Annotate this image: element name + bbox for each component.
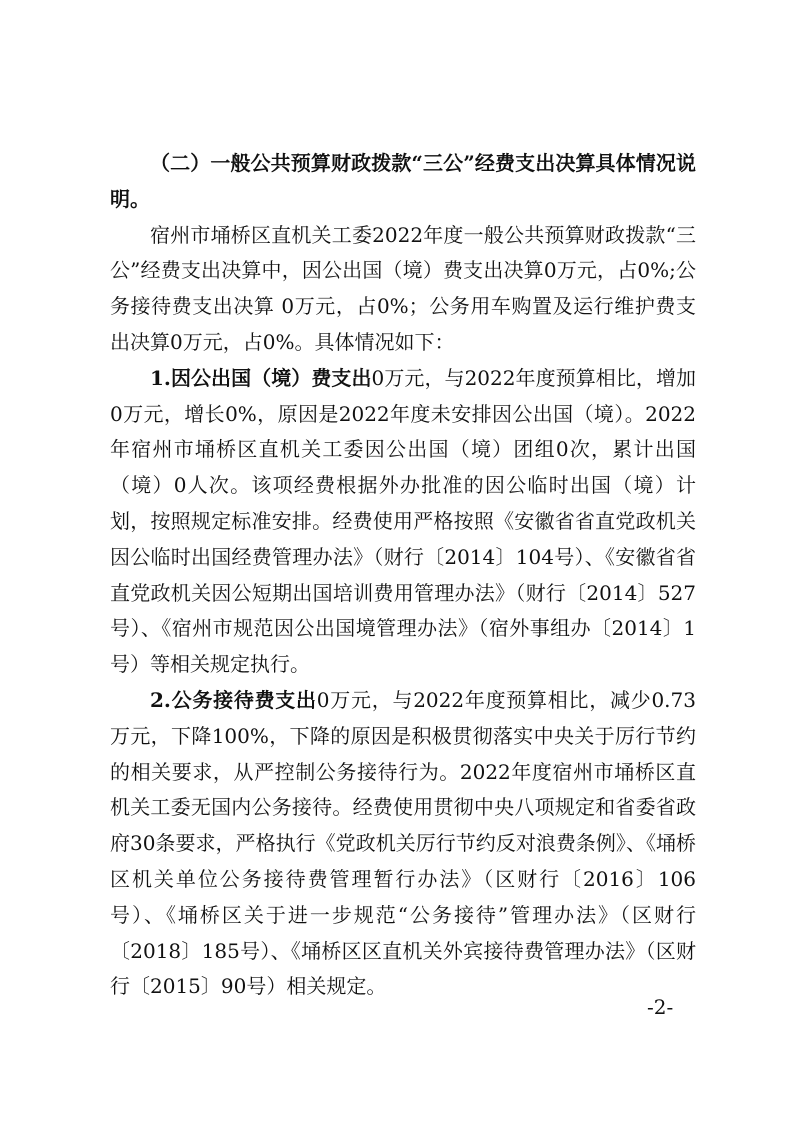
item-paragraph-reception (110, 683, 696, 1005)
overview-paragraph: 宿州市埇桥区直机关工委2022年度一般公共预算财政拨款“三公”经费支出决算中，因公出国（境）费支出决算0万元，占0%;公务接待费支出决算 0万元，占0%；公务用车购置及运行维护费支出决算0万元，占0%。具体情况如下： (110, 222, 696, 354)
item-lead-overseas: 1.因公出国（境）费支出 (150, 365, 372, 390)
section-heading: （二）一般公共预算财政拨款“三公”经费支出决算具体情况说明。 (110, 151, 696, 211)
item-text-overseas: 0万元，与2022年度预算相比，增加0万元，增长0%，原因是2022年度未安排因公出国（境）。2022年宿州市埇桥区直机关工委因公出国（境）团组0次，累计出国（境）0人次。该项经费根据外办批准的因公临时出国（境）计划，按照规定标准安排。经费使用严格按照《安徽省省直党政机关因公临时出国经费管理办法》（财行〔2014〕104号）、《安徽省省直党政机关因公短期出国培训费用管理办法》（财行〔2014〕527号）、《宿州市规范因公出国境管理办法》（宿外事组办〔2014〕1号）等相关规定执行。 (110, 365, 697, 677)
document-body (110, 146, 696, 1005)
item-text-reception: 0万元，与2022年度预算相比，减少0.73万元，下降100%，下降的原因是积极贯彻落实中央关于厉行节约的相关要求，从严控制公务接待行为。2022年度宿州市埇桥区直机关工委无国内公务接待。经费使用贯彻中央八项规定和省委省政府30条要求，严格执行《党政机关厉行节约反对浪费条例》、《埇桥区机关单位公务接待费管理暂行办法》（区财行〔2016〕106号）、《埇桥区关于进一步规范“公务接待”管理办法》（区财行〔2018〕185号）、《埇桥区区直机关外宾接待费管理办法》（区财行〔2015〕90号）相关规定。 (110, 687, 696, 999)
item-paragraph-overseas (110, 361, 696, 683)
item-lead-reception: 2.公务接待费支出 (150, 687, 317, 712)
page-number: -2- (647, 995, 674, 1019)
